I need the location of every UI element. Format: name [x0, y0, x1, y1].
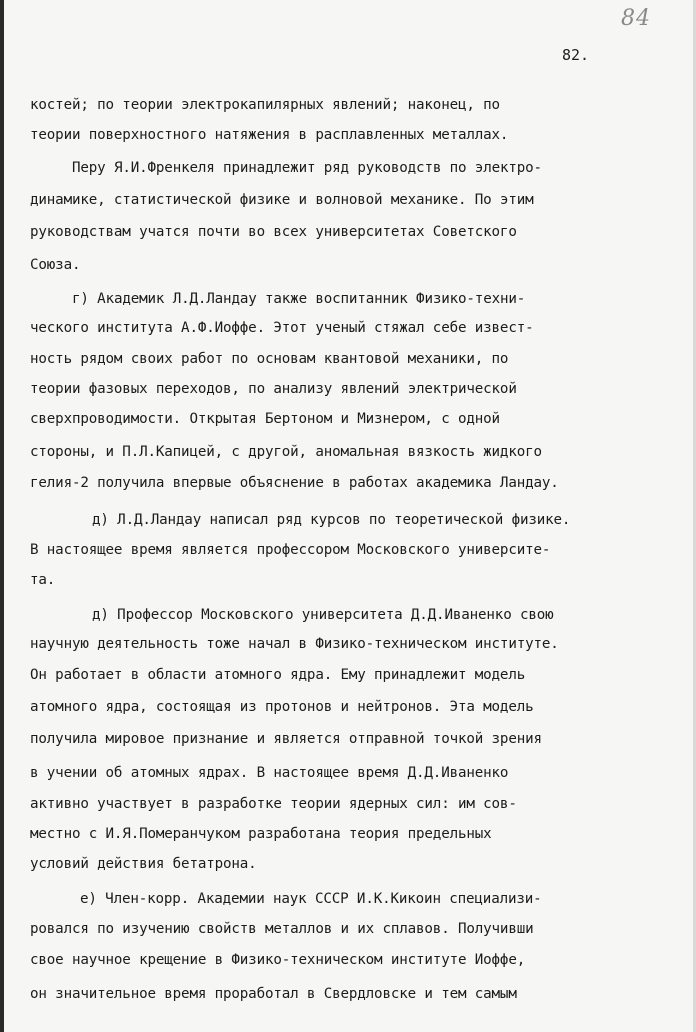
text-line: сверхпроводимости. Открытая Бертоном и Мизнером, с одной	[30, 411, 500, 427]
text-line: научную деятельность тоже начал в Физико-техническом институте.	[30, 636, 559, 652]
text-line: Перу Я.И.Френкеля принадлежит ряд руководств по электро-	[72, 160, 542, 176]
text-line: атомного ядра, состоящая из протонов и нейтронов. Эта модель	[30, 699, 534, 715]
text-line: он значительное время проработал в Свердловске и тем самым	[30, 986, 517, 1002]
text-line: свое научное крещение в Физико-техническом институте Иоффе,	[30, 952, 526, 968]
text-line: ческого института А.Ф.Иоффе. Этот ученый стяжал себе извест-	[30, 320, 534, 336]
text-line: местно с И.Я.Померанчуком разработана теория предельных	[30, 826, 492, 842]
text-line: Союза.	[30, 257, 81, 273]
text-line: Он работает в области атомного ядра. Ему принадлежит модель	[30, 667, 526, 683]
text-line: В настоящее время является профессором Московского университе-	[30, 542, 551, 558]
text-line: гелия-2 получила впервые объяснение в работах академика Ландау.	[30, 475, 559, 491]
text-line: условий действия бетатрона.	[30, 856, 257, 872]
text-line: г) Академик Л.Д.Ландау также воспитанник Физико-техни-	[72, 291, 526, 307]
text-line: в учении об атомных ядрах. В настоящее время Д.Д.Иваненко	[30, 765, 509, 781]
text-line: динамике, статистической физике и волновой механике. По этим	[30, 192, 534, 208]
text-line: ность рядом своих работ по основам квантовой механики, по	[30, 351, 509, 367]
text-line: та.	[30, 572, 56, 588]
text-line: получила мировое признание и является отправной точкой зрения	[30, 731, 542, 747]
text-line: теории поверхностного натяжения в расплавленных металлах.	[30, 127, 509, 143]
text-line: костей; по теории электрокапилярных явлений; наконец, по	[30, 97, 500, 113]
text-line: ровался по изучению свойств металлов и их сплавов. Получивши	[30, 921, 534, 937]
text-line: активно участвует в разработке теории ядерных сил: им сов-	[30, 796, 517, 812]
text-line: руководствам учатся почти во всех университетах Советского	[30, 224, 517, 240]
scan-left-border	[0, 0, 4, 1032]
text-line: д) Профессор Московского университета Д.Д.Иваненко свою	[92, 607, 554, 623]
text-line: стороны, и П.Л.Капицей, с другой, аномальная вязкость жидкого	[30, 444, 542, 460]
text-line: е) Член-корр. Академии наук СССР И.К.Кикоин специализи-	[80, 891, 542, 907]
text-line: д) Л.Д.Ландау написал ряд курсов по теоретической физике.	[92, 512, 571, 528]
text-line: теории фазовых переходов, по анализу явлений электрической	[30, 381, 517, 397]
archive-page-number: 84	[621, 6, 651, 31]
page-number: 82.	[562, 46, 590, 64]
